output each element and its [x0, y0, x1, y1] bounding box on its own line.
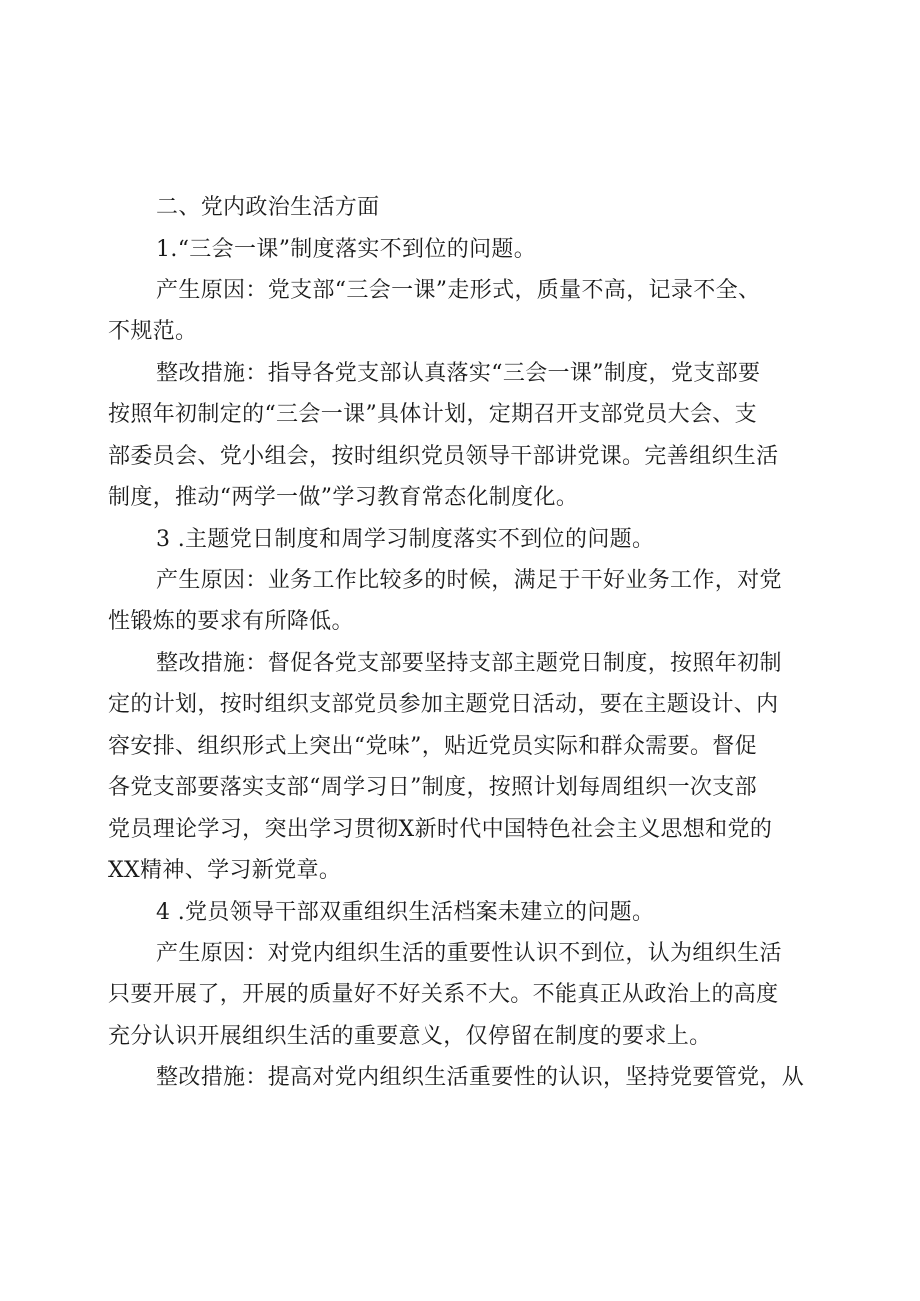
item-4-cause-line-2: 只要开展了，开展的质量好不好关系不大。不能真正从政治上的高度: [108, 982, 779, 1007]
item-1-cause-line-1: 产生原因：党支部“三会一课”走形式，质量不高，记录不全、: [156, 278, 761, 303]
item-3-measure-line-4: 各党支部要落实支部“周学习日”制度，按照计划每周组织一次支部: [108, 775, 757, 800]
section-heading: 二、党内政治生活方面: [156, 195, 380, 220]
item-4-title: 4 .党员领导干部双重组织生活档案未建立的问题。: [156, 900, 655, 925]
item-1-measure-line-3: 部委员会、党小组会，按时组织党员领导干部讲党课。完善组织生活: [108, 444, 779, 469]
item-4-cause-line-1: 产生原因：对党内组织生活的重要性认识不到位，认为组织生活: [156, 941, 782, 966]
item-3-cause-line-2: 性锻炼的要求有所降低。: [108, 609, 354, 634]
item-3-title: 3 .主题党日制度和周学习制度落实不到位的问题。: [156, 527, 655, 552]
item-3-measure-line-3: 容安排、组织形式上突出“党味”，贴近党员实际和群众需要。督促: [108, 734, 757, 759]
item-1-measure-line-1: 整改措施：指导各党支部认真落实“三会一课”制度，党支部要: [156, 361, 761, 386]
item-3-measure-line-2: 定的计划，按时组织支部党员参加主题党日活动，要在主题设计、内: [108, 692, 779, 717]
item-4-cause-line-3: 充分认识开展组织生活的重要意义，仅停留在制度的要求上。: [108, 1024, 712, 1049]
item-4-measure-line-1: 整改措施：提高对党内组织生活重要性的认识，坚持党要管党，从: [156, 1065, 805, 1090]
item-3-measure-line-5: 党员理论学习，突出学习贯彻X新时代中国特色社会主义思想和党的: [108, 817, 773, 842]
item-1-title: 1.“三会一课”制度落实不到位的问题。: [156, 237, 537, 262]
item-1-measure-line-2: 按照年初制定的“三会一课”具体计划，定期召开支部党员大会、支: [108, 402, 757, 427]
item-3-measure-line-6: XX精神、学习新党章。: [108, 858, 342, 883]
item-1-cause-line-2: 不规范。: [108, 319, 198, 344]
item-3-measure-line-1: 整改措施：督促各党支部要坚持支部主题党日制度，按照年初制: [156, 651, 782, 676]
item-1-measure-line-4: 制度，推动“两学一做”学习教育常态化制度化。: [108, 485, 579, 510]
item-3-cause-line-1: 产生原因：业务工作比较多的时候，满足于干好业务工作，对党: [156, 568, 782, 593]
